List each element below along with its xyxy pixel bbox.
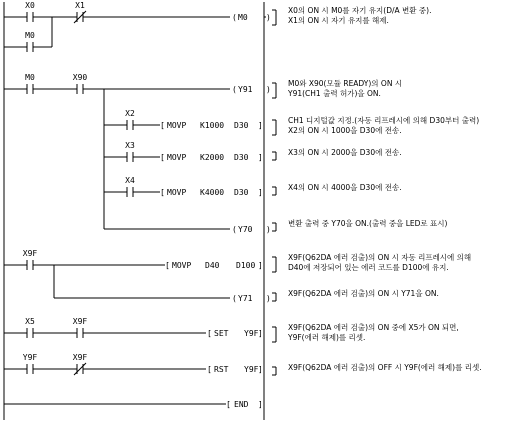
instr-name: MOVP (167, 153, 187, 162)
coil-close-paren: ) (266, 225, 271, 234)
contact-label: X4 (125, 176, 135, 185)
instr-open-bracket: [ (160, 121, 165, 130)
instr-operand: Y9F (244, 329, 259, 338)
instr-close-bracket: ] (258, 400, 263, 409)
comment-line: Y91(CH1 출력 허가)을 ON. (288, 89, 381, 98)
comment-line: X4의 ON 시 4000을 D30에 전송. (288, 183, 402, 192)
instr-src: D40 (205, 261, 220, 270)
contact-label: X9F (72, 353, 88, 362)
instr-src: K2000 (200, 153, 225, 162)
comment-line: X3의 ON 시 2000을 D30에 전송. (288, 148, 402, 157)
instr-name: MOVP (167, 188, 187, 197)
comment-line: 변환 출력 중 Y70을 ON.(출력 중을 LED로 표시) (288, 219, 448, 228)
contact-label: M0 (25, 31, 35, 40)
instr-src: K4000 (200, 188, 225, 197)
coil-label: Y71 (238, 294, 253, 303)
instr-src: K1000 (200, 121, 225, 130)
instr-name: MOVP (167, 121, 187, 130)
coil-close-paren: ) (266, 294, 271, 303)
instr-open-bracket: [ (207, 329, 212, 338)
comment-line: X9F(Q62DA 에러 검출)의 ON 시 자동 리프레시에 의해 (288, 253, 472, 262)
contact-label: M0 (25, 73, 35, 82)
coil-label: Y91 (238, 85, 253, 94)
comment-line: D40에 저장되어 있는 에러 코드를 D100에 유지. (288, 263, 449, 272)
contact-label: X9F (22, 249, 38, 258)
coil-label: Y70 (238, 225, 253, 234)
contact-label: X5 (25, 317, 35, 326)
comment-line: X1의 ON 시 자기 유지를 해제. (288, 16, 389, 25)
coil-open-paren: ( (232, 85, 237, 94)
instr-open-bracket: [ (160, 188, 165, 197)
coil-open-paren: ( (232, 13, 237, 22)
coil-open-paren: ( (232, 225, 237, 234)
coil-close-paren: ) (266, 85, 271, 94)
contact-label: X0 (25, 1, 35, 10)
comment-line: CH1 디지털값 지정.(자동 리프레시에 의해 D30부터 출력) (288, 116, 480, 125)
contact-label: X2 (125, 109, 135, 118)
contact-label: X90 (72, 73, 88, 82)
contact-label: X1 (75, 1, 85, 10)
contact-label: Y9F (22, 353, 38, 362)
coil-close-paren: ) (266, 13, 271, 22)
instr-dst: D30 (234, 153, 249, 162)
instr-dst: D100 (236, 261, 256, 270)
instr-open-bracket: [ (226, 400, 231, 409)
comment-line: X9F(Q62DA 에러 검출)의 ON 시 Y71을 ON. (288, 289, 439, 298)
instr-close-bracket: ] (258, 153, 263, 162)
instr-name: SET (214, 329, 229, 338)
ladder-lines (4, 2, 276, 420)
ladder-texts (23, 1, 482, 409)
coil-label: M0 (238, 13, 248, 22)
comment-line: M0와 X90(모듈 READY)의 ON 시 (288, 79, 403, 88)
instr-dst: D30 (234, 121, 249, 130)
instr-close-bracket: ] (258, 188, 263, 197)
instr-open-bracket: [ (160, 153, 165, 162)
contact-label: X3 (125, 141, 135, 150)
instr-operand: Y9F (244, 365, 259, 374)
instr-close-bracket: ] (258, 261, 263, 270)
instr-open-bracket: [ (165, 261, 170, 270)
instr-close-bracket: ] (258, 329, 263, 338)
comment-line: X0의 ON 시 M0를 자기 유지(D/A 변환 중). (288, 6, 432, 15)
instr-close-bracket: ] (258, 365, 263, 374)
coil-open-paren: ( (232, 294, 237, 303)
comment-line: X9F(Q62DA 에러 검출)의 ON 중에 X5가 ON 되면, (288, 323, 459, 332)
instr-open-bracket: [ (207, 365, 212, 374)
contact-label: X9F (72, 317, 88, 326)
comment-line: X9F(Q62DA 에러 검출)의 OFF 시 Y9F(에러 해제)를 리셋. (288, 363, 482, 372)
instr-name: MOVP (172, 261, 192, 270)
instr-name: END (234, 400, 249, 409)
instr-dst: D30 (234, 188, 249, 197)
instr-close-bracket: ] (258, 121, 263, 130)
comment-line: X2의 ON 시 1000을 D30에 전송. (288, 126, 402, 135)
instr-name: RST (214, 365, 229, 374)
comment-line: Y9F(에러 해제)를 리셋. (288, 333, 366, 342)
